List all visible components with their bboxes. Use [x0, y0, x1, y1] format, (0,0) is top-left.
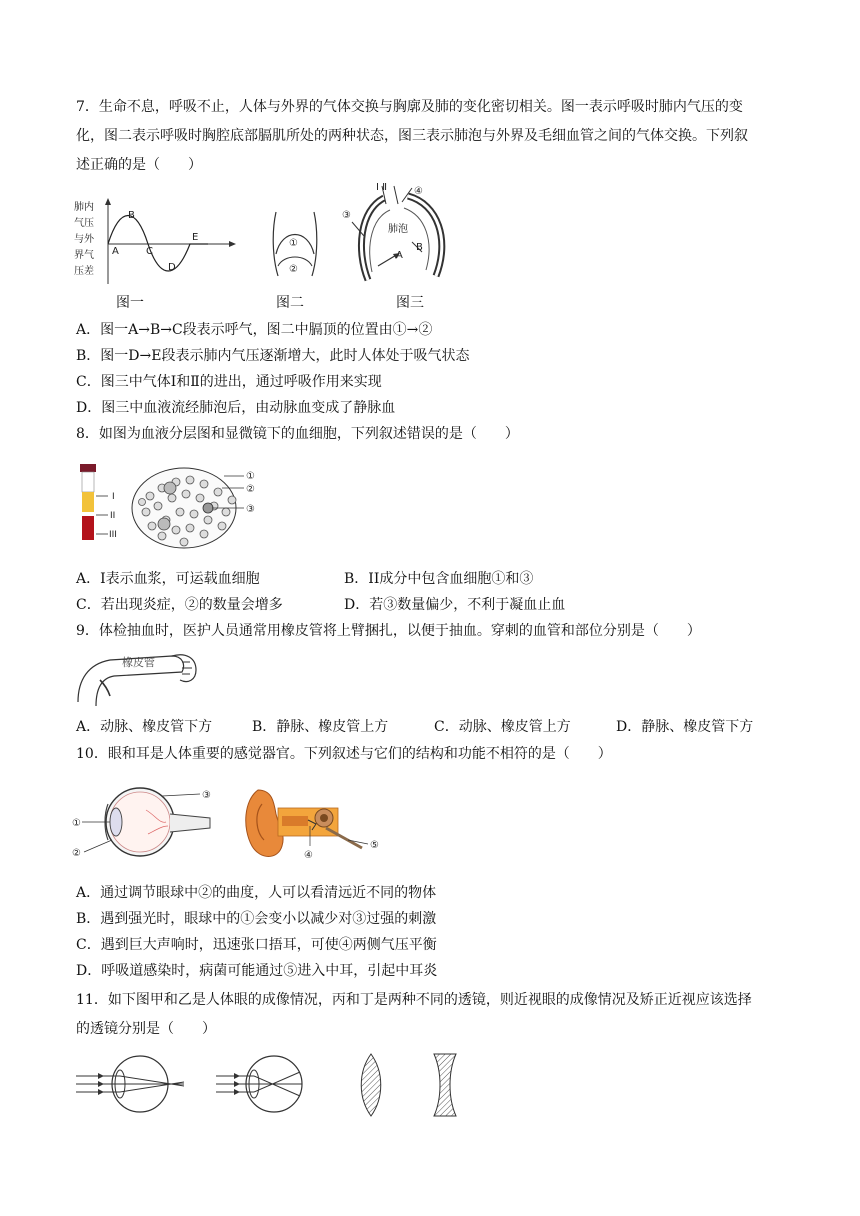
- q7-figure-1-pressure-curve: [72, 196, 242, 288]
- fig1-ylabel-4: 界气: [74, 250, 94, 261]
- q8-blood-tube: [72, 462, 132, 544]
- q9-option-b: B．静脉、橡皮管上方: [252, 719, 389, 735]
- q10-option-c: C．遇到巨大声响时，迅速张口捂耳，可使④两侧气压平衡: [76, 937, 437, 953]
- fig3-label-3: ③: [342, 210, 351, 221]
- q8-option-d: D．若③数量偏少，不利于凝血止血: [344, 597, 566, 613]
- fig3-label-4: ④: [414, 186, 423, 197]
- q10-option-a: A．通过调节眼球中②的曲度，人可以看清远近不同的物体: [76, 885, 437, 901]
- q10-ear-diagram: [238, 780, 388, 864]
- fig1-point-a: A: [112, 246, 119, 257]
- q7-option-c: C．图三中气体Ⅰ和Ⅱ的进出，通过呼吸作用来实现: [76, 374, 382, 390]
- q7-stem-line-1: 7．生命不息，呼吸不止，人体与外界的气体交换与胸廓及肺的变化密切相关。图一表示呼吸时肺内气压的变: [76, 99, 743, 115]
- fig3-label-alveolus: 肺泡: [388, 224, 408, 235]
- q10-option-d: D．呼吸道感染时，病菌可能通过⑤进入中耳，引起中耳炎: [76, 963, 438, 979]
- fig1-point-b: B: [128, 210, 135, 221]
- cell-label-3: ③: [246, 504, 255, 515]
- tourniquet-band: [100, 680, 110, 696]
- q11-stem-line-2: 的透镜分别是（ ）: [76, 1021, 216, 1037]
- q9-option-d: D．静脉、橡皮管下方: [616, 719, 754, 735]
- tube-label-3: III: [109, 530, 117, 540]
- fig1-point-e: E: [192, 232, 199, 243]
- fig2-caption: 图二: [276, 295, 304, 311]
- q10-eye-diagram: [70, 780, 220, 864]
- fig1-point-c: C: [146, 246, 153, 257]
- fig2-label-1: ①: [289, 238, 298, 249]
- q10-stem: 10．眼和耳是人体重要的感觉器官。下列叙述与它们的结构和功能不相符的是（ ）: [76, 746, 612, 762]
- fig1-ylabel-5: 压差: [74, 266, 94, 277]
- q11-lens-ding-concave: [430, 1052, 460, 1118]
- fig3-caption: 图三: [396, 295, 424, 311]
- q11-stem-line-1: 11．如下图甲和乙是人体眼的成像情况，丙和丁是两种不同的透镜，则近视眼的成像情况及矫正近视应该选择: [76, 992, 752, 1008]
- q9-arm-tourniquet: [74, 650, 204, 710]
- q9-stem: 9．体检抽血时，医护人员通常用橡皮管将上臂捆扎，以便于抽血。穿刺的血管和部位分别是（ ）: [76, 623, 701, 639]
- q7-option-a: A．图一A→B→C段表示呼气，图二中膈顶的位置由①→②: [76, 322, 433, 338]
- q11-eye-yi: [214, 1050, 334, 1116]
- fig1-y-arrow: [105, 198, 111, 205]
- fig3-label-a: A: [396, 250, 403, 261]
- cell-label-1: ①: [246, 471, 255, 482]
- q11-lens-bing-convex: [356, 1052, 386, 1118]
- fig1-ylabel-2: 气压: [74, 218, 94, 229]
- eye-label-1: ①: [72, 818, 81, 829]
- q7-option-b: B．图一D→E段表示肺内气压逐渐增大，此时人体处于吸气状态: [76, 348, 470, 364]
- q8-option-c: C．若出现炎症，②的数量会增多: [76, 597, 283, 613]
- q7-figure-2-diaphragm: [268, 210, 322, 280]
- eye-label-3: ③: [202, 790, 211, 801]
- q8-option-b: B．II成分中包含血细胞①和③: [344, 571, 534, 587]
- q11-eye-jia: [74, 1050, 194, 1116]
- ear-label-4: ④: [304, 850, 313, 861]
- q7-stem-line-2: 化，图二表示呼吸时胸腔底部膈肌所处的两种状态，图三表示肺泡与外界及毛细血管之间的气体交换。下列叙: [76, 128, 748, 144]
- q8-stem: 8．如图为血液分层图和显微镜下的血细胞，下列叙述错误的是（ ）: [76, 426, 519, 442]
- q10-option-b: B．遇到强光时，眼球中的①会变小以减少对③过强的刺激: [76, 911, 437, 927]
- fig3-label-gas: Ⅰ Ⅱ: [376, 182, 388, 193]
- q9-option-c: C．动脉、橡皮管上方: [434, 719, 571, 735]
- fig1-x-arrow: [229, 241, 236, 247]
- q9-option-a: A．动脉、橡皮管下方: [76, 719, 213, 735]
- fig2-label-2: ②: [289, 264, 298, 275]
- fig1-curve: [108, 216, 208, 272]
- fig1-caption: 图一: [116, 295, 144, 311]
- fig3-label-b: B: [416, 242, 423, 253]
- q7-figure-3-alveolus: [338, 180, 458, 290]
- fig1-ylabel-1: 肺内: [74, 202, 94, 213]
- tube-label-2: II: [110, 511, 116, 521]
- q8-option-a: A．I表示血浆，可运载血细胞: [76, 571, 260, 587]
- fig1-point-d: D: [168, 262, 176, 273]
- cell-label-2: ②: [246, 484, 255, 495]
- q7-option-d: D．图三中血液流经肺泡后，由动脉血变成了静脉血: [76, 400, 396, 416]
- tube-label-1: I: [112, 492, 115, 502]
- fig1-ylabel-3: 与外: [74, 234, 94, 245]
- q7-stem-line-3: 述正确的是（ ）: [76, 157, 202, 173]
- tourniquet-label: 橡皮管: [122, 656, 155, 669]
- eye-label-2: ②: [72, 848, 81, 859]
- q8-microscope-cells: [128, 466, 268, 550]
- ear-label-5: ⑤: [370, 840, 379, 851]
